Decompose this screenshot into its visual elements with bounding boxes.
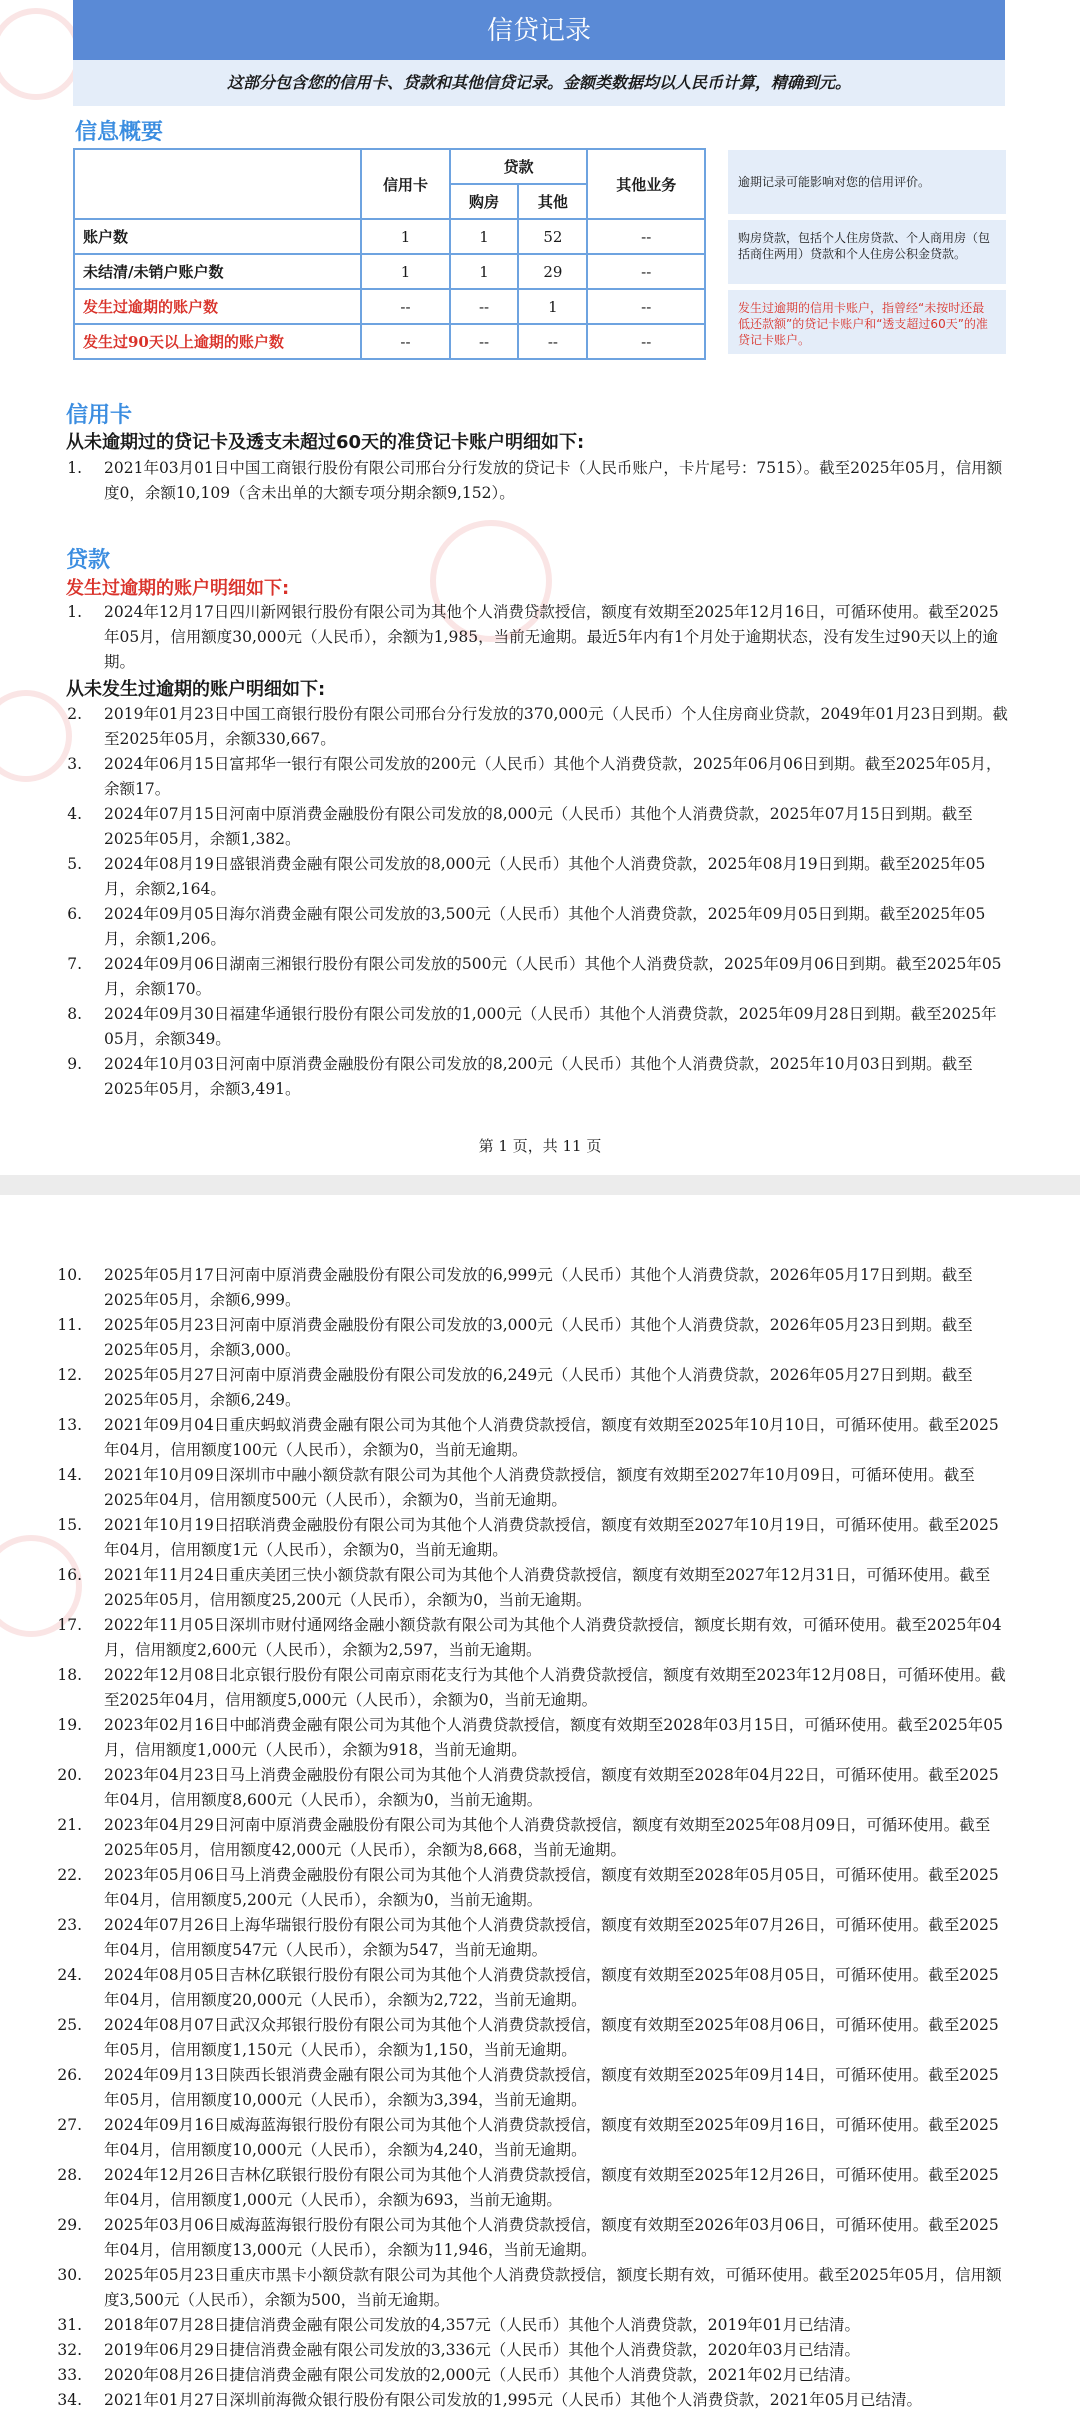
item-text: 2024年09月05日海尔消费金融有限公司发放的3,500元（人民币）其他个人消费贷款，2025年09月05日到期。截至2025年05月，余额1,206。 xyxy=(104,905,986,948)
list-item xyxy=(66,952,1010,1002)
table-cell: -- xyxy=(518,324,587,359)
item-text: 2022年12月08日北京银行股份有限公司南京雨花支行为其他个人消费贷款授信，额度有效期至2023年12月08日，可循环使用。截至2025年04月，信用额度5,000元（人民币），余额为0，当前无逾期。 xyxy=(104,1666,1006,1709)
list-item xyxy=(57,1363,1010,1413)
list-item xyxy=(66,600,1010,675)
item-text: 2024年07月26日上海华瑞银行股份有限公司为其他个人消费贷款授信，额度有效期至2025年07月26日，可循环使用。截至2025年04月，信用额度547元（人民币），余额为547，当前无逾期。 xyxy=(104,1916,999,1959)
table-cell: 1 xyxy=(361,219,449,254)
table-cell: -- xyxy=(587,289,705,324)
item-number: 31. xyxy=(57,2316,82,2334)
list-item xyxy=(57,2163,1010,2213)
loan-normal-heading: 从未发生过逾期的账户明细如下: xyxy=(66,679,326,700)
item-number: 4. xyxy=(67,805,82,823)
item-number: 9. xyxy=(67,1055,82,1073)
item-number: 22. xyxy=(57,1866,82,1884)
watermark-seal-icon xyxy=(0,8,82,100)
table-row xyxy=(74,289,705,324)
page-divider xyxy=(0,1175,1080,1195)
table-cell: -- xyxy=(587,324,705,359)
item-text: 2023年05月06日马上消费金融股份有限公司为其他个人消费贷款授信，额度有效期至2028年05月05日，可循环使用。截至2025年04月，信用额度5,200元（人民币），余额为0，当前无逾期。 xyxy=(104,1866,999,1909)
item-number: 1. xyxy=(67,459,82,477)
item-number: 30. xyxy=(57,2266,82,2284)
credit-card-list xyxy=(66,456,1010,506)
table-cell: 1 xyxy=(450,219,519,254)
item-number: 3. xyxy=(67,755,82,773)
item-text: 2023年02月16日中邮消费金融有限公司为其他个人消费贷款授信，额度有效期至2028年03月15日，可循环使用。截至2025年05月，信用额度1,000元（人民币），余额为918，当前无逾期。 xyxy=(104,1716,1003,1759)
list-item xyxy=(57,2388,1010,2413)
list-item xyxy=(57,2113,1010,2163)
list-item xyxy=(57,1863,1010,1913)
item-number: 10. xyxy=(57,1266,82,1284)
item-text: 2024年08月05日吉林亿联银行股份有限公司为其他个人消费贷款授信，额度有效期至2025年08月05日，可循环使用。截至2025年04月，信用额度20,000元（人民币），余额为2,722，当前无逾期。 xyxy=(104,1966,999,2009)
list-item xyxy=(57,1913,1010,1963)
row-label: 发生过逾期的账户数 xyxy=(74,289,361,324)
list-item xyxy=(57,2013,1010,2063)
item-number: 34. xyxy=(57,2391,82,2409)
list-item xyxy=(66,702,1010,752)
list-item xyxy=(57,2063,1010,2113)
page-footer: 第 1 页，共 11 页 xyxy=(478,1137,602,1155)
list-item xyxy=(57,2263,1010,2313)
loan-overdue-list xyxy=(66,600,1010,675)
row-label: 未结清/未销户账户数 xyxy=(74,254,361,289)
table-cell: 29 xyxy=(518,254,587,289)
item-text: 2024年06月15日富邦华一银行有限公司发放的200元（人民币）其他个人消费贷款，2025年06月06日到期。截至2025年05月，余额17。 xyxy=(104,755,1002,798)
item-text: 2021年03月01日中国工商银行股份有限公司邢台分行发放的贷记卡（人民币账户，卡片尾号：7515）。截至2025年05月，信用额度0，余额10,109（含未出单的大额专项分期余额9,152）。 xyxy=(104,459,1003,502)
item-number: 25. xyxy=(57,2016,82,2034)
item-number: 1. xyxy=(67,603,82,621)
row-label: 账户数 xyxy=(74,219,361,254)
item-text: 2021年11月24日重庆美团三快小额贷款有限公司为其他个人消费贷款授信，额度有效期至2027年12月31日，可循环使用。截至2025年05月，信用额度25,200元（人民币），余额为0，当前无逾期。 xyxy=(104,1566,991,1609)
item-text: 2024年09月06日湖南三湘银行股份有限公司发放的500元（人民币）其他个人消费贷款，2025年09月06日到期。截至2025年05月，余额170。 xyxy=(104,955,1002,998)
credit-card-heading: 信用卡 xyxy=(66,403,133,428)
table-row xyxy=(74,219,705,254)
item-number: 16. xyxy=(57,1566,82,1584)
item-text: 2020年08月26日捷信消费金融有限公司发放的2,000元（人民币）其他个人消费贷款，2021年02月已结清。 xyxy=(104,2366,860,2384)
list-item xyxy=(57,1563,1010,1613)
item-text: 2025年05月17日河南中原消费金融股份有限公司发放的6,999元（人民币）其他个人消费贷款，2026年05月17日到期。截至2025年05月，余额6,999。 xyxy=(104,1266,973,1309)
section-subtitle: 这部分包含您的信用卡、贷款和其他信贷记录。金额类数据均以人民币计算，精确到元。 xyxy=(73,60,1005,106)
item-text: 2018年07月28日捷信消费金融有限公司发放的4,357元（人民币）其他个人消费贷款，2019年01月已结清。 xyxy=(104,2316,860,2334)
item-text: 2025年05月23日河南中原消费金融股份有限公司发放的3,000元（人民币）其他个人消费贷款，2026年05月23日到期。截至2025年05月，余额3,000。 xyxy=(104,1316,973,1359)
table-cell: -- xyxy=(587,254,705,289)
item-number: 6. xyxy=(67,905,82,923)
loan-overdue-heading: 发生过逾期的账户明细如下: xyxy=(66,578,290,599)
table-row xyxy=(74,254,705,289)
item-text: 2024年07月15日河南中原消费金融股份有限公司发放的8,000元（人民币）其他个人消费贷款，2025年07月15日到期。截至2025年05月，余额1,382。 xyxy=(104,805,973,848)
item-text: 2021年09月04日重庆蚂蚁消费金融有限公司为其他个人消费贷款授信，额度有效期至2025年10月10日，可循环使用。截至2025年04月，信用额度100元（人民币），余额为0，当前无逾期。 xyxy=(104,1416,999,1459)
list-item xyxy=(57,1813,1010,1863)
section-title-bar: 信贷记录 xyxy=(73,0,1005,60)
item-number: 5. xyxy=(67,855,82,873)
list-item xyxy=(57,1413,1010,1463)
item-text: 2021年10月19日招联消费金融股份有限公司为其他个人消费贷款授信，额度有效期至2027年10月19日，可循环使用。截至2025年04月，信用额度1元（人民币），余额为0，当前无逾期。 xyxy=(104,1516,999,1559)
item-number: 20. xyxy=(57,1766,82,1784)
item-text: 2019年06月29日捷信消费金融有限公司发放的3,336元（人民币）其他个人消费贷款，2020年03月已结清。 xyxy=(104,2341,860,2359)
table-cell: -- xyxy=(587,219,705,254)
col-loan: 贷款 xyxy=(450,149,588,184)
item-number: 7. xyxy=(67,955,82,973)
list-item xyxy=(57,1463,1010,1513)
list-item xyxy=(57,1763,1010,1813)
item-text: 2024年08月19日盛银消费金融有限公司发放的8,000元（人民币）其他个人消费贷款，2025年08月19日到期。截至2025年05月，余额2,164。 xyxy=(104,855,986,898)
list-item xyxy=(57,1713,1010,1763)
item-number: 19. xyxy=(57,1716,82,1734)
overview-header-blank xyxy=(74,149,361,219)
item-number: 2. xyxy=(67,705,82,723)
report-page-2 xyxy=(0,1195,1080,2409)
item-text: 2021年01月27日深圳前海微众银行股份有限公司发放的1,995元（人民币）其他个人消费贷款，2021年05月已结清。 xyxy=(104,2391,922,2409)
col-other-business: 其他业务 xyxy=(587,149,705,219)
item-number: 26. xyxy=(57,2066,82,2084)
loan-normal-list-page1 xyxy=(66,702,1010,1102)
row-label: 发生过90天以上逾期的账户数 xyxy=(74,324,361,359)
item-text: 2019年01月23日中国工商银行股份有限公司邢台分行发放的370,000元（人民币）个人住房商业贷款，2049年01月23日到期。截至2025年05月，余额330,667。 xyxy=(104,705,1008,748)
list-item xyxy=(57,2338,1010,2363)
col-other: 其他 xyxy=(518,184,587,219)
item-text: 2025年03月06日威海蓝海银行股份有限公司为其他个人消费贷款授信，额度有效期至2026年03月06日，可循环使用。截至2025年04月，信用额度13,000元（人民币），余额为11,946，当前无逾期。 xyxy=(104,2216,999,2259)
item-text: 2024年12月26日吉林亿联银行股份有限公司为其他个人消费贷款授信，额度有效期至2025年12月26日，可循环使用。截至2025年04月，信用额度1,000元（人民币），余额为693，当前无逾期。 xyxy=(104,2166,999,2209)
table-row xyxy=(74,324,705,359)
item-text: 2024年08月07日武汉众邦银行股份有限公司为其他个人消费贷款授信，额度有效期至2025年08月06日，可循环使用。截至2025年05月，信用额度1,150元（人民币），余额为1,150，当前无逾期。 xyxy=(104,2016,999,2059)
overview-heading: 信息概要 xyxy=(75,120,164,145)
list-item xyxy=(66,902,1010,952)
item-number: 28. xyxy=(57,2166,82,2184)
col-mortgage: 购房 xyxy=(450,184,519,219)
item-number: 18. xyxy=(57,1666,82,1684)
list-item xyxy=(57,1313,1010,1363)
item-number: 32. xyxy=(57,2341,82,2359)
col-credit-card: 信用卡 xyxy=(361,149,449,219)
item-number: 33. xyxy=(57,2366,82,2384)
table-cell: 1 xyxy=(450,254,519,289)
loan-normal-list-page2 xyxy=(57,1263,1010,2413)
item-number: 11. xyxy=(57,1316,82,1334)
item-text: 2024年10月03日河南中原消费金融股份有限公司发放的8,200元（人民币）其他个人消费贷款，2025年10月03日到期。截至2025年05月，余额3,491。 xyxy=(104,1055,973,1098)
list-item xyxy=(66,802,1010,852)
item-text: 2024年09月16日威海蓝海银行股份有限公司为其他个人消费贷款授信，额度有效期至2025年09月16日，可循环使用。截至2025年04月，信用额度10,000元（人民币），余额为4,240，当前无逾期。 xyxy=(104,2116,999,2159)
report-page-1 xyxy=(0,0,1080,1175)
table-cell: -- xyxy=(450,289,519,324)
item-number: 27. xyxy=(57,2116,82,2134)
item-text: 2025年05月27日河南中原消费金融股份有限公司发放的6,249元（人民币）其他个人消费贷款，2026年05月27日到期。截至2025年05月，余额6,249。 xyxy=(104,1366,973,1409)
table-cell: 1 xyxy=(361,254,449,289)
item-number: 14. xyxy=(57,1466,82,1484)
table-cell: -- xyxy=(450,324,519,359)
list-item xyxy=(57,2363,1010,2388)
item-text: 2023年04月23日马上消费金融股份有限公司为其他个人消费贷款授信，额度有效期至2028年04月22日，可循环使用。截至2025年04月，信用额度8,600元（人民币），余额为0，当前无逾期。 xyxy=(104,1766,999,1809)
item-number: 8. xyxy=(67,1005,82,1023)
list-item xyxy=(66,1002,1010,1052)
item-number: 24. xyxy=(57,1966,82,1984)
table-cell: 1 xyxy=(518,289,587,324)
table-cell: 52 xyxy=(518,219,587,254)
list-item xyxy=(57,1613,1010,1663)
item-number: 17. xyxy=(57,1616,82,1634)
item-number: 13. xyxy=(57,1416,82,1434)
item-text: 2024年09月30日福建华通银行股份有限公司发放的1,000元（人民币）其他个人消费贷款，2025年09月28日到期。截至2025年05月，余额349。 xyxy=(104,1005,997,1048)
item-number: 12. xyxy=(57,1366,82,1384)
overview-table xyxy=(73,148,706,360)
list-item xyxy=(66,752,1010,802)
overview-note-overdue: 逾期记录可能影响对您的信用评价。 xyxy=(728,150,1006,214)
credit-card-subheading: 从未逾期过的贷记卡及透支未超过60天的准贷记卡账户明细如下: xyxy=(66,432,585,453)
table-cell: -- xyxy=(361,324,449,359)
list-item xyxy=(57,2313,1010,2338)
list-item xyxy=(66,456,1010,506)
loan-heading: 贷款 xyxy=(66,548,111,573)
table-cell: -- xyxy=(361,289,449,324)
item-text: 2022年11月05日深圳市财付通网络金融小额贷款有限公司为其他个人消费贷款授信，额度长期有效，可循环使用。截至2025年04月，信用额度2,600元（人民币），余额为2,597，当前无逾期。 xyxy=(104,1616,1002,1659)
item-text: 2023年04月29日河南中原消费金融股份有限公司为其他个人消费贷款授信，额度有效期至2025年08月09日，可循环使用。截至2025年05月，信用额度42,000元（人民币），余额为8,668，当前无逾期。 xyxy=(104,1816,991,1859)
list-item xyxy=(57,1513,1010,1563)
item-text: 2021年10月09日深圳市中融小额贷款有限公司为其他个人消费贷款授信，额度有效期至2027年10月09日，可循环使用。截至2025年04月，信用额度500元（人民币），余额为0，当前无逾期。 xyxy=(104,1466,975,1509)
item-number: 29. xyxy=(57,2216,82,2234)
list-item xyxy=(66,1052,1010,1102)
list-item xyxy=(57,1663,1010,1713)
list-item xyxy=(57,1963,1010,2013)
overview-note-mortgage: 购房贷款，包括个人住房贷款、个人商用房（包括商住两用）贷款和个人住房公积金贷款。 xyxy=(728,220,1006,284)
item-number: 21. xyxy=(57,1816,82,1834)
overview-note-credit-card: 发生过逾期的信用卡账户，指曾经“未按时还最低还款额”的贷记卡账户和“透支超过60天”的准贷记卡账户。 xyxy=(728,290,1006,354)
item-number: 23. xyxy=(57,1916,82,1934)
list-item xyxy=(57,2213,1010,2263)
list-item xyxy=(66,852,1010,902)
item-number: 15. xyxy=(57,1516,82,1534)
list-item xyxy=(57,1263,1010,1313)
item-text: 2025年05月23日重庆市黑卡小额贷款有限公司为其他个人消费贷款授信，额度长期有效，可循环使用。截至2025年05月，信用额度3,500元（人民币），余额为500，当前无逾期。 xyxy=(104,2266,1002,2309)
item-text: 2024年12月17日四川新网银行股份有限公司为其他个人消费贷款授信，额度有效期至2025年12月16日，可循环使用。截至2025年05月，信用额度30,000元（人民币），余额为1,985，当前无逾期。最近5年内有1个月处于逾期状态，没有发生过90天以上的逾期。 xyxy=(104,603,999,671)
item-text: 2024年09月13日陕西长银消费金融有限公司为其他个人消费贷款授信，额度有效期至2025年09月14日，可循环使用。截至2025年05月，信用额度10,000元（人民币），余额为3,394，当前无逾期。 xyxy=(104,2066,999,2109)
